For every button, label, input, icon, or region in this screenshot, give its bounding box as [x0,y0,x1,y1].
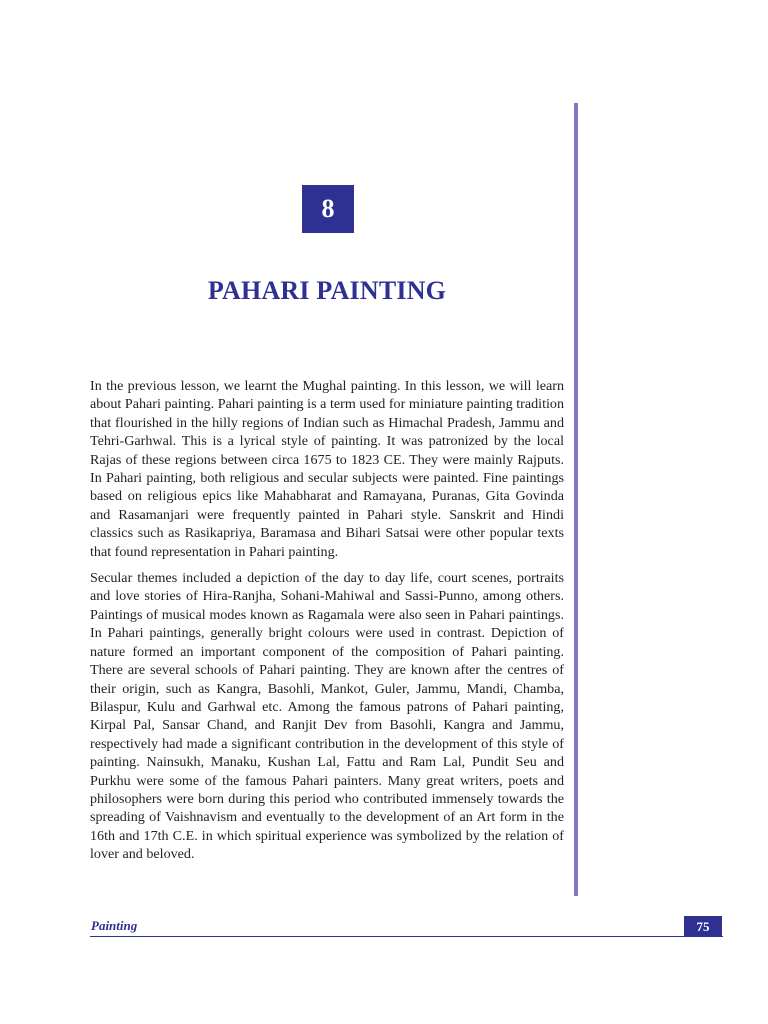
chapter-number: 8 [321,194,335,223]
page-number: 75 [696,918,710,934]
margin-rule [574,103,578,896]
chapter-title: PAHARI PAINTING [207,276,447,305]
paragraph-intro: In the previous lesson, we learnt the Mughal painting. In this lesson, we will learn about Pahari painting. Pahari painting is a term used for miniature painting tradition that flourished in the hilly regions of Indian such as Himachal Pradesh, Jammu and Tehri-Garhwal. This is a lyrical style of painting. It was patronized by the local Rajas of these regions between circa 1675 to 1823 CE. They were mainly Rajputs. In Pahari painting, both religious and secular subjects were painted. Fine paintings based on religious epics like Mahabharat and Ramayana, Puranas, Gita Govinda and Rasamanjari were frequently painted in Pahari style. Sanskrit and Hindi classics such as Rasikapriya, Baramasa and Bihari Satsai were other popular texts that found representation in Pahari painting. [90,378,564,560]
page-number-badge [684,916,722,937]
footer-subject-label: Painting [91,918,138,933]
chapter-number-badge [302,185,354,233]
paragraph-secular-themes: Secular themes included a depiction of the day to day life, court scenes, portraits and love stories of Hira-Ranjha, Sohani-Mahiwal and Sassi-Punno, among others. Paintings of musical modes known as Ragamala were also seen in Pahari paintings. In Pahari paintings, generally bright colours were used in contrast. Depiction of nature formed an important component of the composition of Pahari painting. There are several schools of Pahari painting. They are known after the centres of their origin, such as Kangra, Basohli, Mankot, Guler, Jammu, Mandi, Chamba, Bilaspur, Kulu and Garhwal etc. Among the famous patrons of Pahari painting, Kirpal Pal, Sansar Chand, and Ranjit Dev from Basohli, Kangra and Jammu, respectively had made a significant contribution in the development of this style of painting. Nainsukh, Manaku, Kushan Lal, Fattu and Ram Lal, Pundit Seu and Purkhu were some of the famous Pahari painters. Many great writers, poets and philosophers were born during this period who contributed immensely towards the spreading of Vaishnavism and eventually to the development of an Art form in the 16th and 17th C.E. in which spiritual experience was symbolized by the relation of lover and beloved. [90,570,564,863]
body-text [90,377,564,872]
footer-rule [90,936,723,937]
